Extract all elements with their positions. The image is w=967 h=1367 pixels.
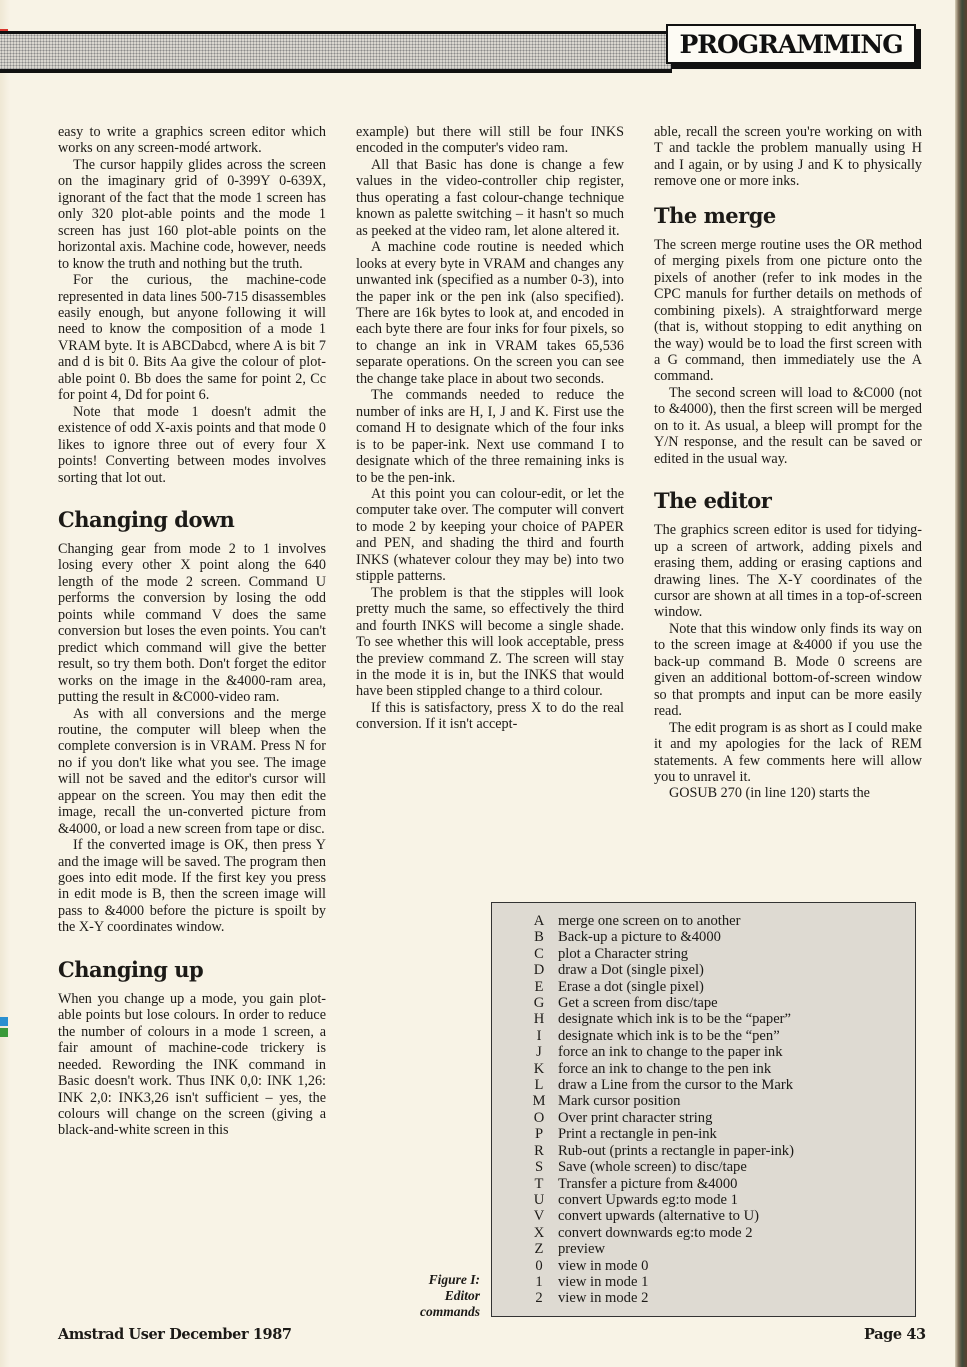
figure-caption-line: Figure I: xyxy=(428,1272,480,1287)
command-desc: designate which ink is to be the “paper” xyxy=(558,1011,792,1028)
command-key: E xyxy=(534,978,544,995)
section-label-box xyxy=(666,24,916,64)
command-key: T xyxy=(534,1175,544,1192)
command-desc: preview xyxy=(558,1241,606,1258)
command-key: H xyxy=(533,1011,545,1028)
command-key: U xyxy=(533,1191,545,1208)
command-desc: Rub-out (prints a rectangle in paper-ink) xyxy=(558,1142,794,1159)
command-desc: force an ink to change to the paper ink xyxy=(558,1044,783,1061)
paragraph: Note that this window only finds its way on to the screen image at &4000 if you use the back-up command B. Mode 0 screens are given an additional bottom-of-screen window so that prompts and input can be more easily read. xyxy=(654,620,922,720)
article-column-3 xyxy=(654,124,922,802)
command-row xyxy=(520,1028,915,1044)
command-key: 2 xyxy=(535,1290,543,1307)
edge-tab-blue-lower xyxy=(0,1017,8,1026)
command-row xyxy=(520,1143,915,1159)
command-desc: Over print character string xyxy=(558,1109,713,1126)
command-key: J xyxy=(536,1044,542,1061)
paragraph: If the converted image is OK, then press Y and the image will be saved. The program then goes into edit mode. If the first key you press in edit mode is B, then the screen image will pass to &4000 before the picture is spoilt by the X-Y coordinates window. xyxy=(58,837,326,936)
heading-changing-up: Changing up xyxy=(58,956,204,982)
command-desc: plot a Character string xyxy=(558,945,689,962)
command-desc: Save (whole screen) to disc/tape xyxy=(558,1159,747,1176)
paragraph: For the curious, the machine-code represented in data lines 500-715 disassembles easily enough, but anyone following it will need to know the composition of a mode 1 VRAM byte. It is ABCDabcd, where A is bit 7 and d is bit 0. Bits Aa give the colour of plot-able point 0. Bb does the same for point 2, Cc for point 4, Dd for point 6. xyxy=(58,272,326,404)
paragraph: All that Basic has done is change a few values in the video-controller chip register, thus operating a fast colour-change technique known as palette switching – it hasn't so much as peeked at the video ram, let alone altered it. xyxy=(356,156,624,239)
command-row xyxy=(520,1061,915,1077)
paragraph: The screen merge routine uses the OR method of merging pixels from one picture onto the pixels of another (refer to ink modes in the CPC manuls for further details on methods of combining pixels). A straightforward merge (that is, without stopping to edit anything on the way) would be to load the first screen with a G command, then immediately use the A command. xyxy=(654,236,922,385)
command-desc: merge one screen on to another xyxy=(558,913,741,929)
command-key: L xyxy=(534,1077,544,1094)
paragraph: easy to write a graphics screen editor which works on any screen-modé artwork. xyxy=(58,124,326,157)
command-desc: draw a Dot (single pixel) xyxy=(558,962,704,979)
paragraph: GOSUB 270 (in line 120) starts the xyxy=(669,785,870,802)
command-row xyxy=(520,1208,915,1224)
command-desc: view in mode 0 xyxy=(558,1257,649,1274)
command-desc: view in mode 1 xyxy=(558,1273,649,1290)
page-gutter-left xyxy=(0,0,10,1367)
command-key: I xyxy=(536,1027,542,1044)
command-desc: convert downwards eg:to mode 2 xyxy=(558,1224,753,1241)
paragraph: The edit program is as short as I could make it and my apologies for the lack of REM statements. A few comments here will allow you to unravel it. xyxy=(654,719,922,785)
paragraph: A machine code routine is needed which looks at every byte in VRAM and changes any unwanted ink (specified as a number 0-3), into the paper ink or the pen ink (also specified). There are 16k bytes to look at, and encoded in each byte there are four inks for four pixels, so to change an ink in VRAM takes 65,536 separate operations. On the screen you can see the change take place in about two seconds. xyxy=(356,239,624,387)
command-key: K xyxy=(533,1060,545,1077)
command-row xyxy=(520,1192,915,1208)
command-row xyxy=(520,1077,915,1093)
paragraph: As with all conversions and the merge routine, the computer will bleep when the complete conversion is in VRAM. Press N for no if you don't like what you see. The image will not be saved and the editor's cursor will appear on the screen. You may then edit the image, recall the un-converted picture from &4000, or load a new screen from tape or disc. xyxy=(58,705,326,837)
paragraph: The cursor happily glides across the screen on the imaginary grid of 0-399Y 0-639X, ignorant of the fact that the mode 1 screen has only 320 plot-able points and the mode 1 screen has just 160 plot-able points on the horizontal axis. Machine code, however, needs to know the truth and nothing but the truth. xyxy=(58,156,326,272)
command-desc: designate which ink is to be the “pen” xyxy=(558,1027,780,1044)
paragraph: The commands needed to reduce the number of inks are H, I, J and K. First use the comand H to designate which of the four inks is to be paper-ink. Next use command I to designate which of the three remaining inks is to be the pen-ink. xyxy=(356,387,624,486)
paragraph: example) but there will still be four INKS encoded in the computer's video ram. xyxy=(356,124,624,157)
paragraph: The problem is that the stipples will look pretty much the same, so effectively the third and fourth INKS will become a single shade. To see whether this will look acceptable, press the preview command Z. The screen will stay in the mode it is in, but the INKS that would have been stippled change to a third colour. xyxy=(356,584,624,700)
edge-tab-green-lower xyxy=(0,1028,8,1037)
command-key: B xyxy=(534,929,544,946)
publication-footer: Amstrad User December 1987 xyxy=(58,1326,292,1343)
page-edge-right xyxy=(955,0,967,1367)
command-key: A xyxy=(533,913,545,929)
command-row xyxy=(520,929,915,945)
command-desc: convert Upwards eg:to mode 1 xyxy=(558,1191,738,1208)
command-key: C xyxy=(534,945,544,962)
command-key: R xyxy=(534,1142,544,1159)
command-row xyxy=(520,946,915,962)
command-desc: Mark cursor position xyxy=(558,1093,681,1110)
command-key: P xyxy=(534,1126,544,1143)
paragraph: The graphics screen editor is used for tidying-up a screen of artwork, adding pixels and erasing them, adding or erasing captions and drawing lines. The X-Y coordinates of the cursor are shown at all times in a top-of-screen window. xyxy=(654,522,922,621)
header-stipple-bar xyxy=(0,31,672,73)
paragraph: When you change up a mode, you gain plot-able points but lose colours. In order to reduce the number of colours in a mode 1 screen, a fair amount of machine-code trickery is needed. Rewording the INK command in Basic doesn't work. Thus INK 0,0: INK 1,26: INK 2,0: INK3,26 isn't sufficient – yes, the colours will change on the screen (giving a black-and-white screen in this xyxy=(58,990,326,1139)
command-row xyxy=(520,1110,915,1126)
command-desc: Get a screen from disc/tape xyxy=(558,995,718,1012)
command-row xyxy=(520,1044,915,1060)
command-row xyxy=(520,1126,915,1142)
command-row xyxy=(520,913,915,929)
command-key: Z xyxy=(534,1241,544,1258)
command-desc: Erase a dot (single pixel) xyxy=(558,978,704,995)
command-desc: Transfer a picture from &4000 xyxy=(558,1175,738,1192)
command-row xyxy=(520,1225,915,1241)
heading-changing-down: Changing down xyxy=(58,506,235,532)
command-key: 1 xyxy=(535,1273,543,1290)
paragraph: The second screen will load to &C000 (not to &4000), then the first screen will be merged on to it. As usual, a bleep will prompt for the Y/N response, and the result can be saved or edited in the usual way. xyxy=(654,384,922,467)
command-row xyxy=(520,1241,915,1257)
command-desc: Print a rectangle in pen-ink xyxy=(558,1126,717,1143)
command-row xyxy=(520,1290,915,1306)
command-row xyxy=(520,1176,915,1192)
command-key: O xyxy=(533,1109,545,1126)
command-row xyxy=(520,1011,915,1027)
command-row xyxy=(520,1159,915,1175)
paragraph: If this is satisfactory, press X to do the real conversion. If it isn't accept- xyxy=(356,699,624,733)
command-row xyxy=(520,1093,915,1109)
command-key: V xyxy=(533,1208,545,1225)
command-row xyxy=(520,979,915,995)
command-desc: Back-up a picture to &4000 xyxy=(558,929,721,946)
heading-the-merge: The merge xyxy=(654,202,776,228)
command-key: X xyxy=(533,1224,545,1241)
paragraph: At this point you can colour-edit, or let the computer take over. The computer will convert to mode 2 by keeping your choice of PAPER and PEN, and shading the third and fourth INKS (whatever colour they may be) into two stipple patterns. xyxy=(356,485,624,585)
command-key: 0 xyxy=(535,1257,543,1274)
command-desc: view in mode 2 xyxy=(558,1290,649,1307)
command-key: S xyxy=(534,1159,544,1176)
command-row xyxy=(520,962,915,978)
figure-caption-line: Editor xyxy=(444,1288,480,1303)
section-label: PROGRAMMING xyxy=(679,29,903,59)
command-row xyxy=(520,1258,915,1274)
article-column-2 xyxy=(356,124,624,733)
command-desc: convert upwards (alternative to U) xyxy=(558,1208,759,1225)
paragraph: Note that mode 1 doesn't admit the existence of odd X-axis points and that mode 0 likes to ignore three out of every four X points! Converting between modes involves sorting that lot out. xyxy=(58,403,326,486)
command-row xyxy=(520,1274,915,1290)
paragraph: Changing gear from mode 2 to 1 involves losing every other X point along the 640 length of the mode 2 screen. Command U performs the conversion by losing the odd points while command V does the same conversion but loses the even points. You can't predict which command will give the better result, so try them both. Don't forget the editor works on the image in the &4000-ram area, putting the result in &C000-video ram. xyxy=(58,540,326,706)
command-desc: force an ink to change to the pen ink xyxy=(558,1060,772,1077)
command-key: D xyxy=(533,962,545,979)
editor-commands-table xyxy=(491,902,916,1317)
command-key: M xyxy=(532,1093,546,1110)
command-key: G xyxy=(533,995,545,1012)
paragraph: able, recall the screen you're working on with T and tackle the problem manually using H and I again, or by using J and K to physically remove one or more inks. xyxy=(654,124,922,190)
page-number: Page 43 xyxy=(864,1326,926,1343)
article-column-1 xyxy=(58,124,326,1139)
figure-caption-line: commands xyxy=(419,1304,480,1319)
figure-caption xyxy=(398,1272,480,1320)
command-row xyxy=(520,995,915,1011)
command-desc: draw a Line from the cursor to the Mark xyxy=(558,1077,794,1094)
heading-the-editor: The editor xyxy=(654,488,772,514)
